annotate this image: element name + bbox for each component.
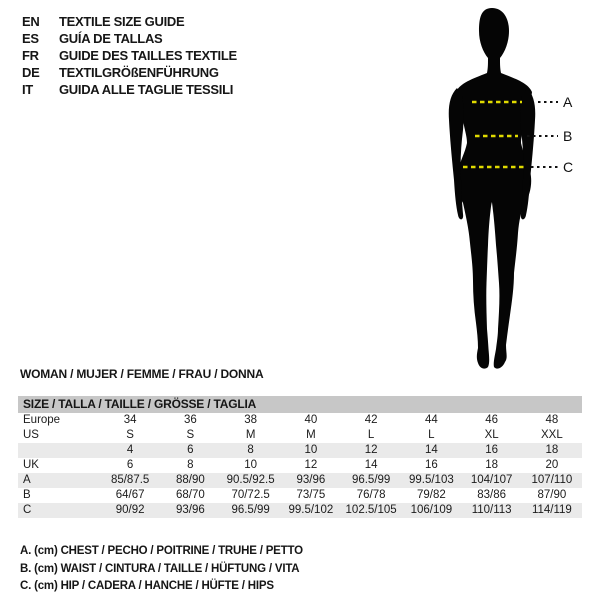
size-cell: 42 <box>364 414 378 426</box>
size-table-row <box>18 458 582 473</box>
row-label: C <box>23 504 32 516</box>
language-row-fr <box>22 47 237 64</box>
size-cell: 96.5/99 <box>231 504 270 516</box>
size-cell: 38 <box>244 414 258 426</box>
language-title-list <box>22 13 237 98</box>
language-code: ES <box>22 31 39 46</box>
woman-silhouette-figure <box>420 0 600 380</box>
size-table-row <box>18 473 582 488</box>
size-cell: 68/70 <box>175 489 205 501</box>
size-cell: 99.5/102 <box>288 504 334 516</box>
size-cell: 8 <box>187 459 194 471</box>
size-cell: 20 <box>545 459 559 471</box>
size-cell: 76/78 <box>356 489 386 501</box>
size-cell: 73/75 <box>296 489 326 501</box>
size-table-header-row <box>18 396 582 413</box>
language-title: GUÍA DE TALLAS <box>59 31 163 46</box>
size-cell: 10 <box>304 444 318 456</box>
language-code: FR <box>22 48 39 63</box>
size-cell: 107/110 <box>531 474 573 486</box>
language-row-de <box>22 64 237 81</box>
size-cell: 70/72.5 <box>231 489 270 501</box>
row-label <box>18 443 100 458</box>
size-cell: 10 <box>244 459 258 471</box>
size-cell: L <box>367 429 375 441</box>
legend-hip: C. (cm) HIP / CADERA / HANCHE / HÜFTE / HIPS <box>20 580 274 592</box>
size-cell: L <box>428 429 435 441</box>
size-table-row <box>18 428 582 443</box>
section-title: WOMAN / MUJER / FEMME / FRAU / DONNA <box>20 367 264 381</box>
size-cell: 34 <box>123 414 137 426</box>
size-cell: XXL <box>541 429 563 441</box>
language-row-es <box>22 30 237 47</box>
row-label: A <box>23 474 31 486</box>
size-cell: M <box>245 429 256 441</box>
size-cell: XL <box>484 429 499 441</box>
language-title: TEXTILE SIZE GUIDE <box>59 14 185 29</box>
size-cell: S <box>126 429 134 441</box>
size-cell: 14 <box>424 444 438 456</box>
size-cell: 102.5/105 <box>345 504 397 516</box>
size-table-row <box>18 503 582 518</box>
size-cell: 14 <box>364 459 378 471</box>
language-code: EN <box>22 14 40 29</box>
size-cell: 87/90 <box>537 489 567 501</box>
size-cell: 93/96 <box>296 474 326 486</box>
legend-waist: B. (cm) WAIST / CINTURA / TAILLE / HÜFTUNG / VITA <box>20 562 300 575</box>
language-row-en <box>22 13 237 30</box>
size-cell: 85/87.5 <box>110 474 150 486</box>
size-table-row <box>18 443 582 458</box>
size-cell: 106/109 <box>410 504 453 516</box>
size-cell: 88/90 <box>175 474 205 486</box>
measurement-legend <box>20 543 303 596</box>
chest-marker-label: A <box>563 94 573 110</box>
size-cell: 8 <box>247 444 254 456</box>
row-label: Europe <box>23 414 61 426</box>
legend-chest: A. (cm) CHEST / PECHO / POITRINE / TRUHE / PETTO <box>20 545 303 557</box>
size-cell: 18 <box>545 444 559 456</box>
size-table-header: SIZE / TALLA / TAILLE / GRÖSSE / TAGLIA <box>18 396 582 413</box>
row-label: UK <box>23 459 39 471</box>
row-label: B <box>23 489 31 501</box>
size-cell: 96.5/99 <box>351 474 391 486</box>
language-title: GUIDA ALLE TAGLIE TESSILI <box>59 82 234 97</box>
size-cell: 40 <box>304 414 318 426</box>
size-cell: 12 <box>364 444 378 456</box>
woman-left-arm <box>449 88 464 219</box>
size-cell: 104/107 <box>470 474 513 486</box>
woman-silhouette-svg <box>420 0 600 380</box>
size-cell: 16 <box>424 459 438 471</box>
size-cell: S <box>186 429 195 441</box>
row-label: US <box>23 429 39 441</box>
size-cell: 12 <box>304 459 318 471</box>
language-title: TEXTILGRÖßENFÜHRUNG <box>59 65 219 80</box>
size-cell: 90.5/92.5 <box>226 474 275 486</box>
size-cell: 93/96 <box>175 504 205 516</box>
size-cell: M <box>306 429 316 441</box>
waist-marker-label: B <box>563 128 573 144</box>
size-cell: 79/82 <box>416 489 446 501</box>
woman-body-silhouette <box>456 8 532 369</box>
size-cell: 83/86 <box>477 489 507 501</box>
size-cell: 4 <box>126 444 134 456</box>
size-table-row <box>18 488 582 503</box>
size-cell: 6 <box>126 459 134 471</box>
language-row-it <box>22 81 237 98</box>
size-cell: 90/92 <box>115 504 145 516</box>
size-cell: 46 <box>485 414 499 426</box>
language-code: DE <box>22 65 40 80</box>
size-cell: 114/119 <box>531 504 572 516</box>
size-cell: 110/113 <box>471 504 512 516</box>
size-cell: 6 <box>187 444 194 456</box>
size-cell: 99.5/103 <box>408 474 454 486</box>
size-cell: 18 <box>485 459 499 471</box>
size-table <box>18 396 582 518</box>
language-code: IT <box>22 82 33 97</box>
size-cell: 16 <box>485 444 499 456</box>
size-cell: 64/67 <box>115 489 145 501</box>
size-cell: 48 <box>545 414 559 426</box>
size-table-row <box>18 413 582 428</box>
language-title: GUIDE DES TAILLES TEXTILE <box>59 48 237 63</box>
size-cell: 44 <box>424 414 438 426</box>
size-cell: 36 <box>183 414 197 426</box>
hip-marker-label: C <box>563 159 574 175</box>
